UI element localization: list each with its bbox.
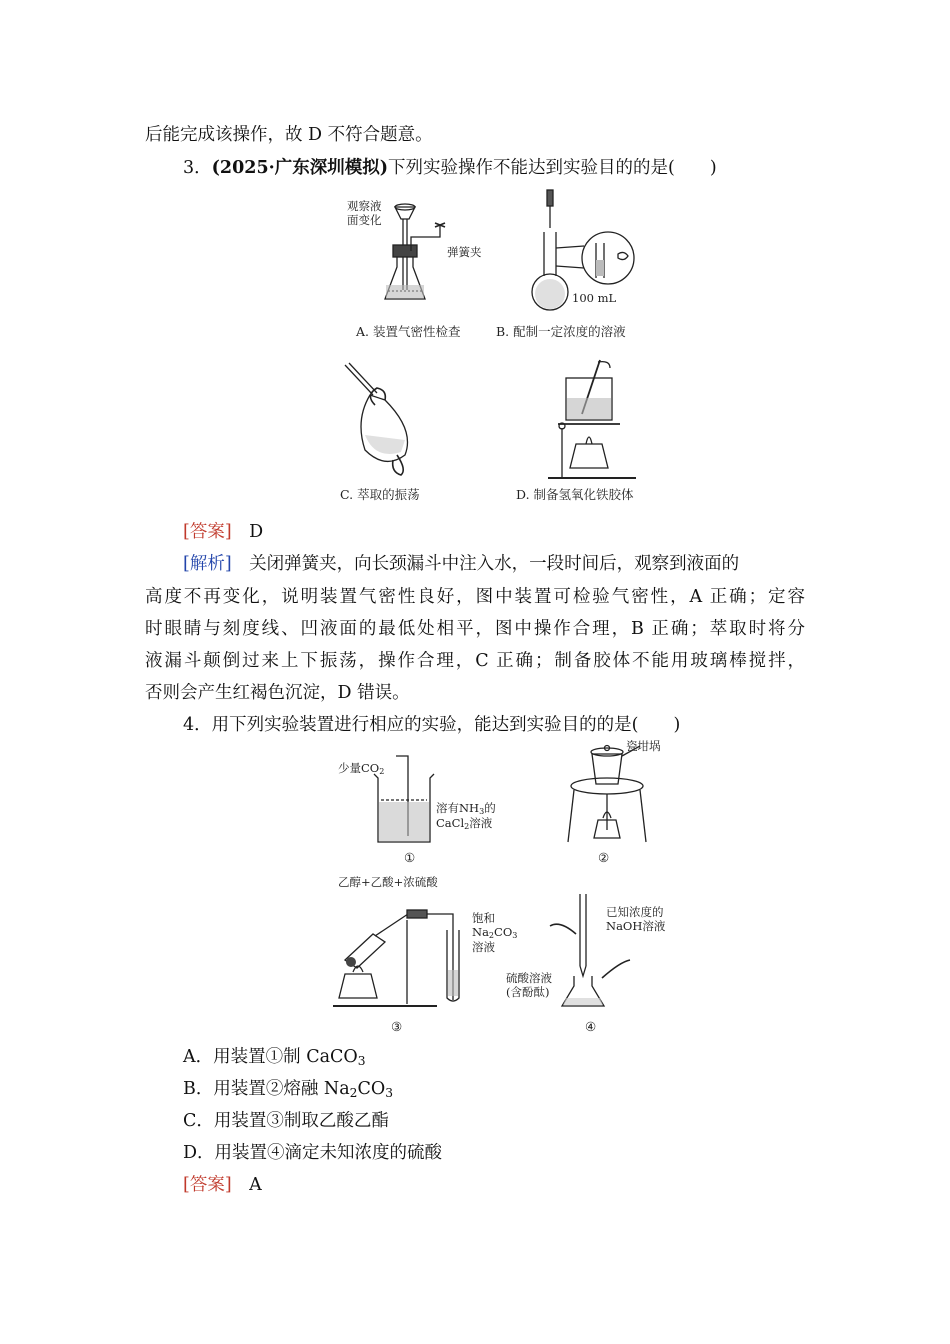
figure-2-number: ② [598,850,610,865]
figure-1-label-solution-1: 溶有$NH_3$的 [436,801,496,816]
q3-number: 3． [183,158,212,178]
figure-3-label-solution: 溶液 [472,940,495,954]
figure-1-label-gas: 少量$CO_2$ [338,761,385,776]
q3-answer-tag: [答案] [183,522,232,542]
q3-answer-value: D [249,522,264,542]
q3-analysis-line-5: 否则会产生红褐色沉淀，D 错误。 [145,683,410,703]
q3-analysis-text-1: 关闭弹簧夹，向长颈漏斗中注入水，一段时间后，观察到液面的 [249,554,740,574]
q4-option-d: D．用装置④滴定未知浓度的硫酸 [183,1143,443,1163]
q4-answer-value: A [249,1175,262,1195]
figure-2-label-crucible: 瓷坩埚 [626,739,661,753]
q4-answer [183,1174,843,1196]
q4-stem: 4．用下列实验装置进行相应的实验，能达到实验目的的是( ) [183,715,681,735]
q3-answer [183,521,843,543]
q3-analysis-line-2: 高度不再变化，说明装置气密性良好，图中装置可检验气密性，A 正确；定容 [145,587,805,607]
figure-b-caption: B. 配制一定浓度的溶液 [496,324,626,339]
figure-4-label-known-2: NaOH溶液 [606,919,666,933]
figure-3-label-reagents: 乙醇+乙酸+浓硫酸 [338,875,438,889]
q4-option-a: A．用装置①制 CaCO$_3$ [183,1047,366,1069]
figure-1-label-solution-2: CaCl$_2$溶液 [436,816,493,831]
figure-4-number: ④ [585,1019,597,1034]
figure-c-caption: C. 萃取的振荡 [340,487,420,502]
figure-3-apparatus [325,890,475,1015]
figure-a-label-observe-1: 观察液 [347,199,382,213]
figure-c-apparatus [335,360,425,480]
q3-analysis-line-1 [183,553,805,575]
q3-stem-text: 下列实验操作不能达到实验目的的是( ) [388,158,717,178]
figure-d-caption: D. 制备氢氧化铁胶体 [516,487,634,502]
figure-2-apparatus [562,740,652,848]
figure-a-label-observe-2: 面变化 [347,213,382,227]
figure-3-label-saturated: 饱和 [472,911,495,925]
q3-analysis-line-3: 时眼睛与刻度线、凹液面的最低处相平，图中操作合理，B 正确；萃取时将分 [145,619,805,639]
figure-4-label-acid-1: 硫酸溶液 [506,971,552,985]
q3-stem [183,157,843,179]
q3-analysis-line-4: 液漏斗颠倒过来上下振荡，操作合理，C 正确；制备胶体不能用玻璃棒搅拌， [145,651,805,671]
continuation-line: 后能完成该操作，故 D 不符合题意。 [145,125,433,145]
figure-4-label-known-1: 已知浓度的 [606,905,664,919]
q4-option-b: B．用装置②熔融 $Na_2CO_3$ [183,1079,394,1101]
figure-b-label-volume: 100 mL [572,291,617,305]
figure-d-apparatus [540,358,650,483]
figure-3-label-na2co3: $Na_2CO_3$ [472,925,518,940]
figure-1-number: ① [404,850,416,865]
figure-3-number: ③ [391,1019,403,1034]
q4-answer-tag: [答案] [183,1175,232,1195]
q4-option-c: C．用装置③制取乙酸乙酯 [183,1111,389,1131]
figure-a-label-clamp: 弹簧夹 [447,245,482,259]
figure-4-label-acid-2: (含酚酞) [506,985,550,999]
q3-source: (2025·广东深圳模拟) [211,158,388,178]
figure-a-caption: A. 装置气密性检查 [356,324,461,339]
q3-analysis-tag: [解析] [183,554,232,574]
